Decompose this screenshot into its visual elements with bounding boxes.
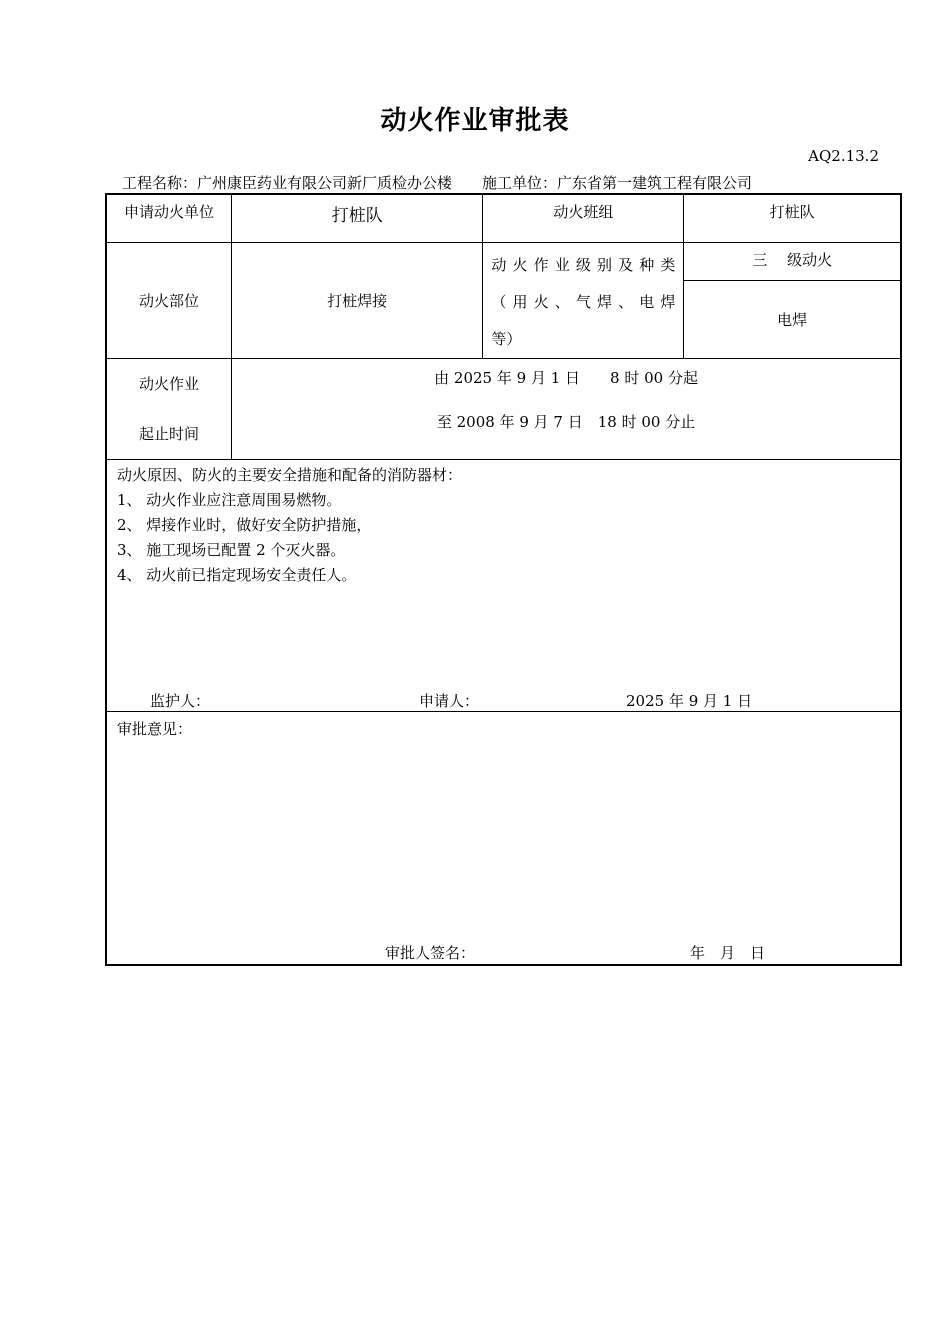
- approval-date-placeholder: 年 月 日: [690, 943, 766, 962]
- fire-level-label-line2: （用火、气焊、电焊: [491, 292, 676, 311]
- fire-level-type-label: [483, 242, 684, 358]
- fire-type-value[interactable]: 电焊: [684, 280, 901, 358]
- safety-measures-heading: 动火原因、防火的主要安全措施和配备的消防器材：: [117, 465, 463, 484]
- fire-level-label-line1: 动火作业级别及种类: [491, 255, 676, 274]
- fire-team-value[interactable]: 打桩队: [684, 194, 901, 242]
- approval-opinion-section[interactable]: [106, 711, 901, 965]
- construction-unit-value: 广东省第一建筑工程有限公司: [557, 174, 753, 192]
- approver-signature-label: 审批人签名：: [385, 943, 476, 962]
- fire-time-label-line2: 起止时间: [139, 424, 200, 443]
- approval-opinion-heading: 审批意见：: [117, 719, 193, 738]
- measure-item-3: 3、 施工现场已配置 2 个灭火器。: [117, 540, 346, 559]
- fire-time-label-line1: 动火作业: [139, 374, 200, 393]
- fire-time-label: [106, 358, 232, 459]
- project-info-line: [122, 172, 752, 193]
- project-name-value: 广州康臣药业有限公司新厂质检办公楼: [197, 174, 453, 192]
- safety-measures-section[interactable]: [106, 459, 901, 711]
- fire-level-label-line3: 等）: [491, 329, 522, 348]
- fire-location-label: 动火部位: [106, 242, 232, 358]
- document-code: AQ2.13.2: [808, 147, 879, 165]
- approval-form-table: [105, 193, 902, 966]
- supervisor-label: 监护人：: [150, 691, 211, 710]
- fire-team-label: 动火班组: [483, 194, 684, 242]
- measure-item-1: 1、 动火作业应注意周围易燃物。: [117, 490, 342, 509]
- fire-time-range[interactable]: [232, 358, 901, 459]
- measure-item-2: 2、 焊接作业时，做好安全防护措施，: [117, 515, 372, 534]
- document-title: 动火作业审批表: [380, 106, 570, 136]
- fire-end-time: 至 2008 年 9 月 7 日 18 时 00 分止: [436, 412, 696, 431]
- project-name-label: 工程名称：: [122, 174, 198, 192]
- fire-level-value[interactable]: 三 级动火: [684, 242, 901, 280]
- measure-item-4: 4、 动火前已指定现场安全责任人。: [117, 565, 357, 584]
- apply-unit-label: 申请动火单位: [106, 194, 232, 242]
- application-date: 2025 年 9 月 1 日: [626, 691, 753, 710]
- construction-unit-label: 施工单位：: [482, 174, 558, 192]
- fire-start-time: 由 2025 年 9 月 1 日 8 时 00 分起: [434, 368, 698, 387]
- apply-unit-value[interactable]: 打桩队: [232, 194, 483, 242]
- fire-location-value[interactable]: 打桩焊接: [232, 242, 483, 358]
- applicant-label: 申请人：: [419, 691, 480, 710]
